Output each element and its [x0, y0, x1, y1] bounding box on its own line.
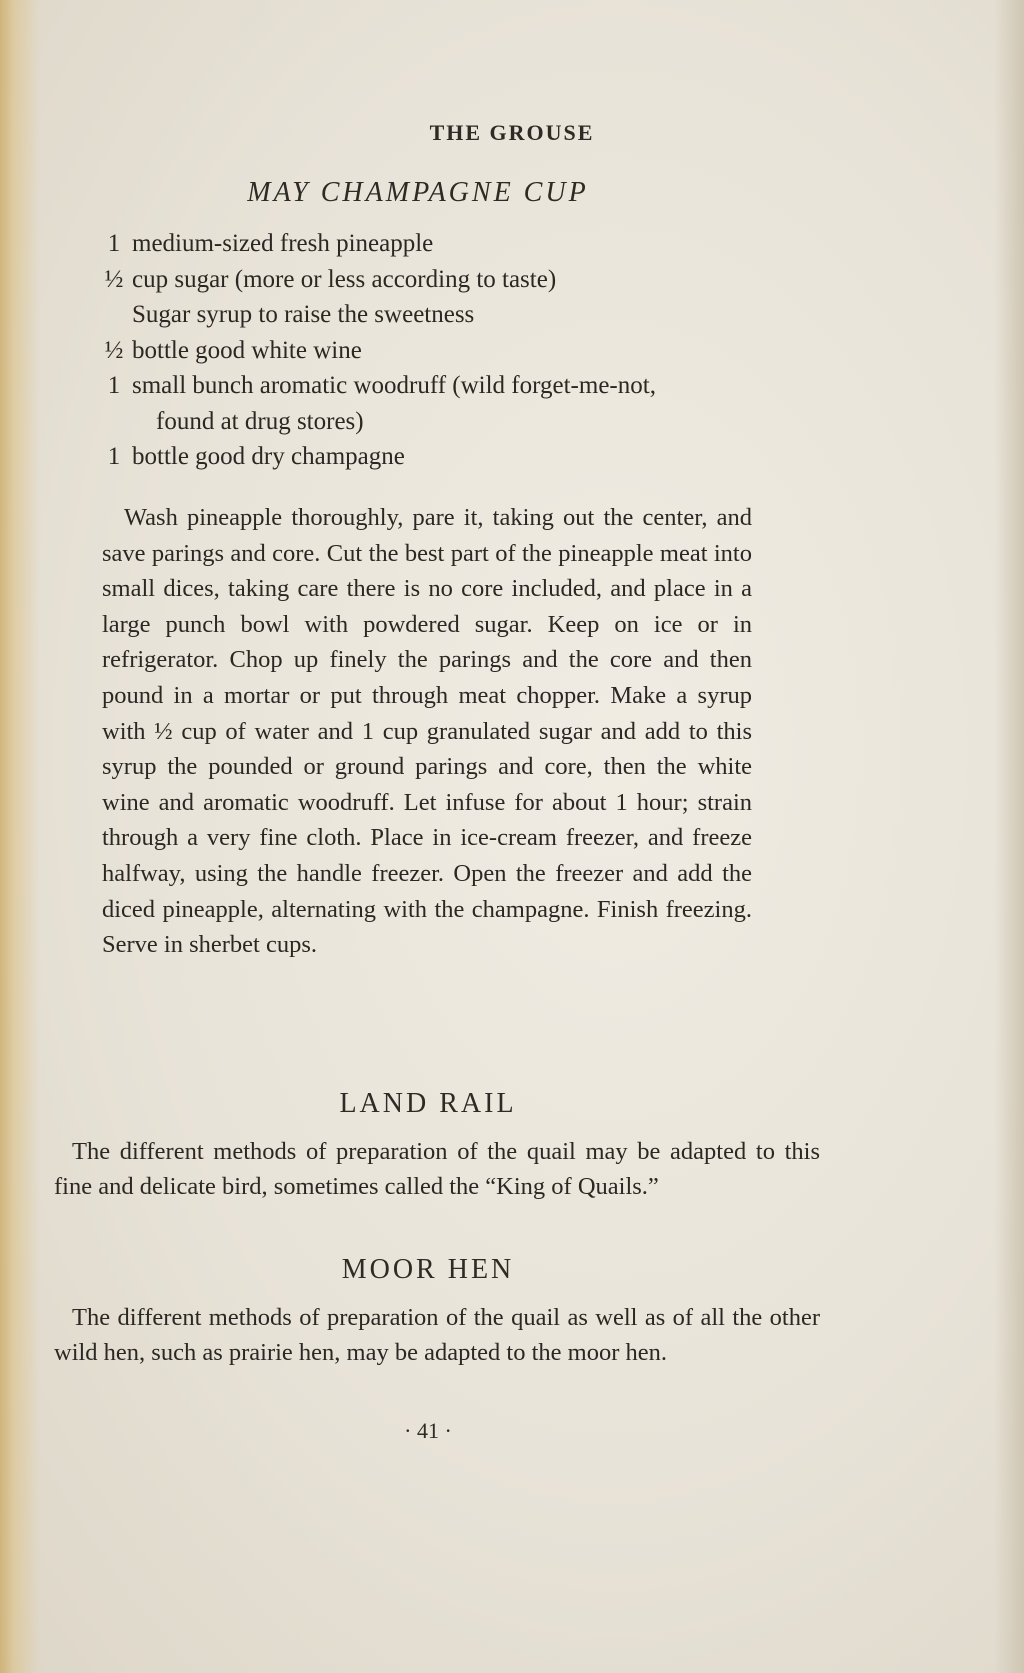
recipe-title: MAY CHAMPAGNE CUP — [247, 177, 589, 208]
ingredient-item — [96, 368, 776, 439]
ingredient-quantity: 1 — [107, 230, 121, 257]
ingredient-quantity: ½ — [104, 336, 124, 364]
ingredient-quantity: 1 — [107, 372, 121, 399]
ingredient-text: Sugar syrup to raise the sweetness — [132, 301, 475, 328]
ingredient-text: bottle good dry champagne — [132, 443, 405, 470]
recipe-method: Wash pineapple thoroughly, pare it, taking out the center, and save parings and core. Cut the best part of the pineapple meat into small dices, taking care there is no core included, and place in a large punch bowl with powdered sugar. Keep on ice or in refrigerator. Chop up finely the parings and the core and then pound in a mortar or put through meat chopper. Make a syrup with ½ cup of water and 1 cup granulated sugar and add to this syrup the pounded or ground parings and core, then the white wine and aromatic woodruff. Let infuse for about 1 hour; strain through a very fine cloth. Place in ice-cream freezer, and freeze halfway, using the handle freezer. Open the freezer and add the diced pineapple, alternating with the champagne. Finish freezing. Serve in sherbet cups. — [102, 504, 752, 959]
land-rail-text: The different methods of preparation of the quail may be adapted to this fine and delicate bird, sometimes called the “King of Quails.” — [54, 1138, 820, 1200]
ingredient-text: medium-sized fresh pineapple — [132, 230, 434, 257]
ingredient-item — [96, 439, 776, 475]
ingredient-quantity: ½ — [104, 265, 124, 293]
ingredient-item — [96, 333, 776, 369]
ingredient-quantity: 1 — [107, 443, 121, 470]
moor-hen-text: The different methods of preparation of the quail as well as of all the other wild hen, such as prairie hen, may be adapted to the moor hen. — [54, 1304, 820, 1366]
ingredient-text: cup sugar (more or less according to taste) — [132, 265, 557, 293]
running-head: THE GROUSE — [429, 120, 595, 145]
ingredient-item — [96, 262, 776, 298]
ingredient-item — [96, 297, 776, 333]
ingredient-list — [96, 226, 776, 475]
ingredient-text-block — [132, 368, 656, 439]
page-number: · 41 · — [404, 1418, 452, 1443]
ingredient-text: small bunch aromatic woodruff (wild forget-me-not, — [132, 372, 656, 399]
moor-hen-heading: MOOR HEN — [341, 1254, 515, 1285]
ingredient-item — [96, 226, 776, 262]
ingredient-continuation: found at drug stores) — [156, 407, 364, 435]
land-rail-heading: LAND RAIL — [339, 1088, 517, 1119]
ingredient-text: bottle good white wine — [132, 336, 362, 364]
